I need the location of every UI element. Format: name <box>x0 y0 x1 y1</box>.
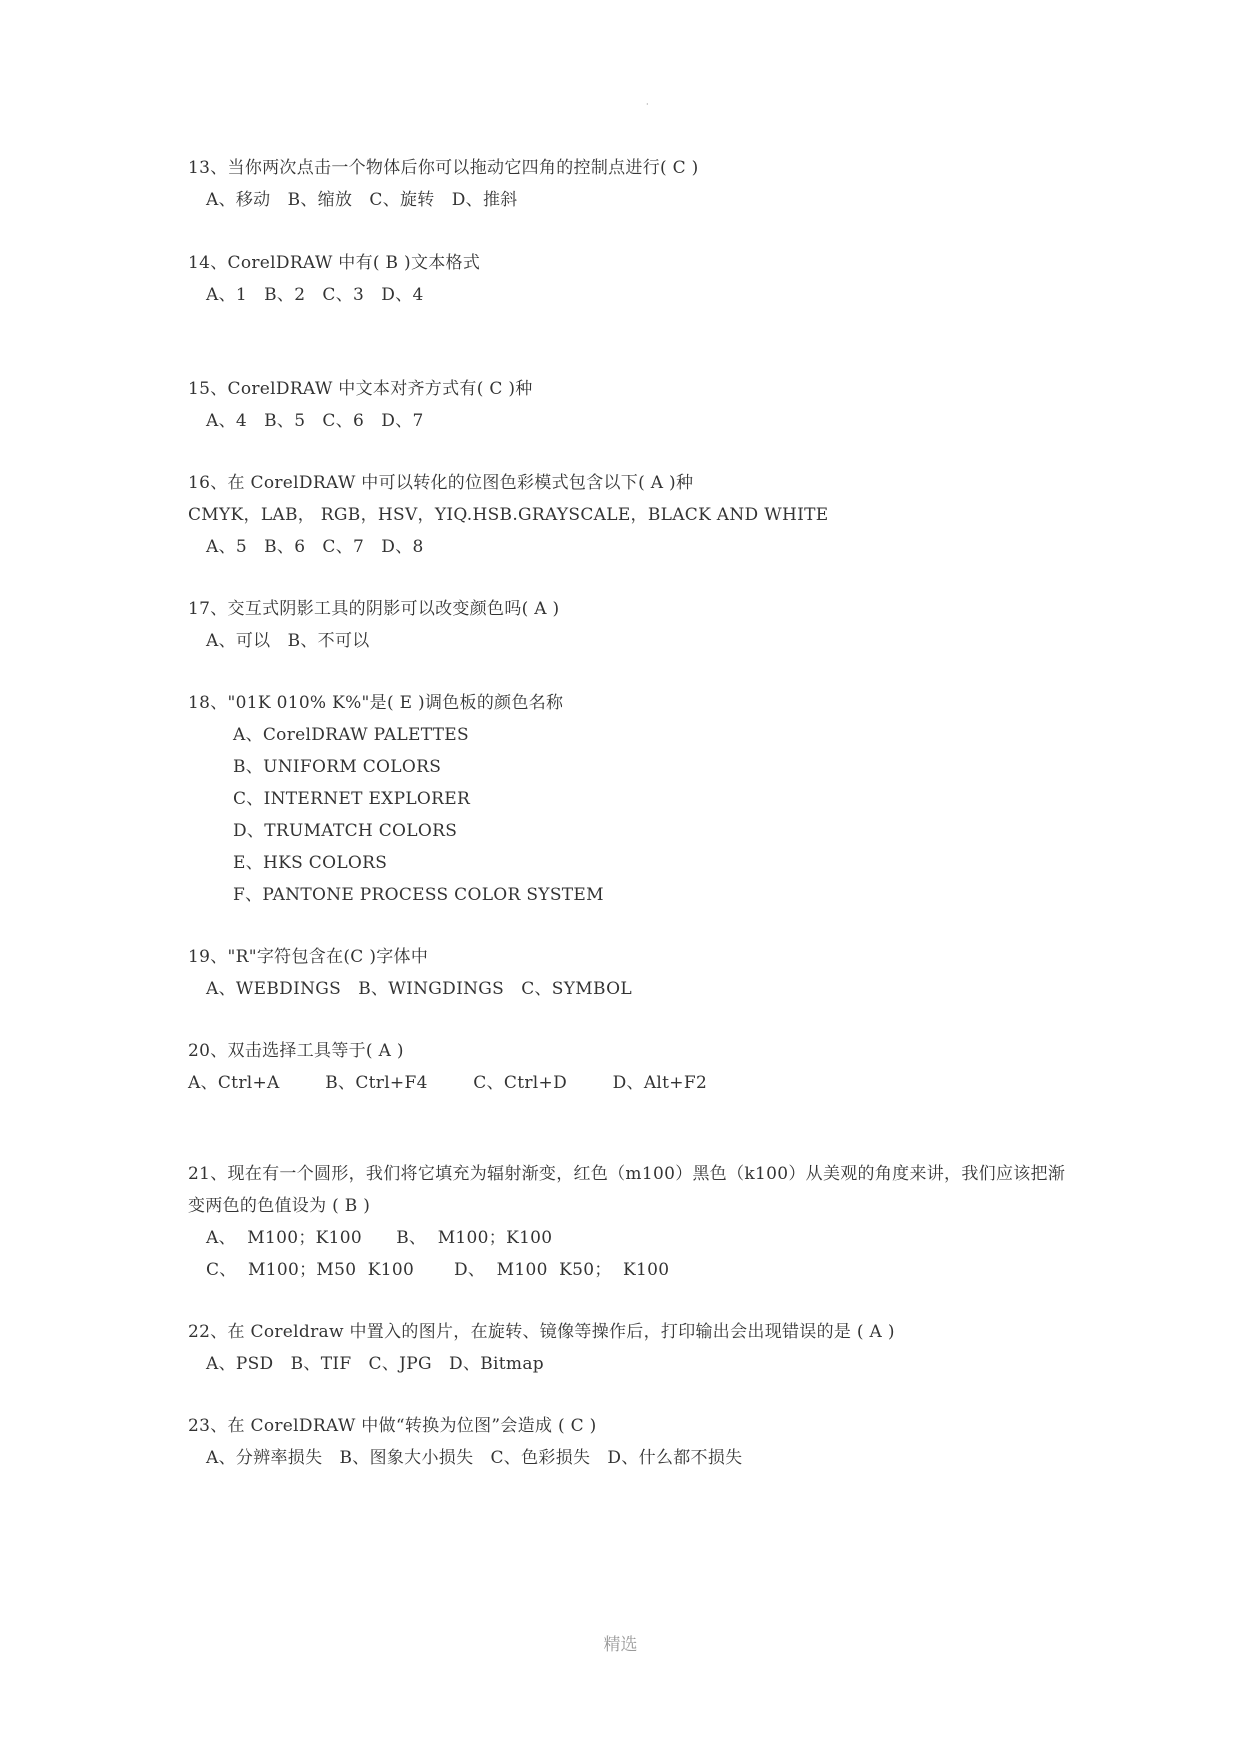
option-d: D、TRUMATCH COLORS <box>233 821 458 841</box>
question-options: A、分辨率损失 B、图象大小损失 C、色彩损失 D、什么都不损失 <box>206 1448 743 1468</box>
option-e: E、HKS COLORS <box>233 853 388 873</box>
question-options: A、1 B、2 C、3 D、4 <box>206 285 424 305</box>
option-c: C、INTERNET EXPLORER <box>233 789 471 809</box>
question-options-continued: C、 M100；M50 K100 D、 M100 K50； K100 <box>206 1260 670 1280</box>
question-options: A、 M100；K100 B、 M100；K100 <box>206 1228 553 1248</box>
question-text-continued: 变两色的色值设为 ( B ) <box>188 1196 371 1216</box>
question-options: A、移动 B、缩放 C、旋转 D、推斜 <box>206 190 518 210</box>
question-text: 18、"01K 010% K%"是( E )调色板的颜色名称 <box>188 693 564 713</box>
question-options: A、WEBDINGS B、WINGDINGS C、SYMBOL <box>206 979 632 999</box>
question-text: 15、CorelDRAW 中文本对齐方式有( C )种 <box>188 379 533 399</box>
option-f: F、PANTONE PROCESS COLOR SYSTEM <box>233 885 604 905</box>
question-text: 17、交互式阴影工具的阴影可以改变颜色吗( A ) <box>188 599 560 619</box>
question-text: 14、CorelDRAW 中有( B )文本格式 <box>188 253 481 273</box>
question-options: A、可以 B、不可以 <box>206 631 370 651</box>
question-text: 21、现在有一个圆形，我们将它填充为辐射渐变，红色（m100）黑色（k100）从美观的角度来讲，我们应该把渐 <box>188 1164 1066 1184</box>
question-text: 16、在 CorelDRAW 中可以转化的位图色彩模式包含以下( A )种 <box>188 473 694 493</box>
question-options: A、PSD B、TIF C、JPG D、Bitmap <box>206 1354 544 1374</box>
option-b: B、UNIFORM COLORS <box>233 757 442 777</box>
page-footer: 精选 <box>603 1635 638 1655</box>
question-text: 22、在 Coreldraw 中置入的图片，在旋转、镜像等操作后，打印输出会出现错误的是 ( A ) <box>188 1322 895 1342</box>
question-options: A、Ctrl+A B、Ctrl+F4 C、Ctrl+D D、Alt+F2 <box>188 1073 708 1093</box>
question-detail: CMYK，LAB， RGB，HSV，YIQ.HSB.GRAYSCALE，BLACK AND WHITE <box>188 505 829 525</box>
question-options: A、4 B、5 C、6 D、7 <box>206 411 424 431</box>
header-dot: · <box>646 100 649 109</box>
option-a: A、CorelDRAW PALETTES <box>233 725 469 745</box>
question-text: 19、"R"字符包含在(C )字体中 <box>188 947 429 967</box>
question-text: 13、当你两次点击一个物体后你可以拖动它四角的控制点进行( C ) <box>188 158 699 178</box>
question-text: 20、双击选择工具等于( A ) <box>188 1041 404 1061</box>
question-options: A、5 B、6 C、7 D、8 <box>206 537 424 557</box>
question-text: 23、在 CorelDRAW 中做“转换为位图”会造成 ( C ) <box>188 1416 597 1436</box>
